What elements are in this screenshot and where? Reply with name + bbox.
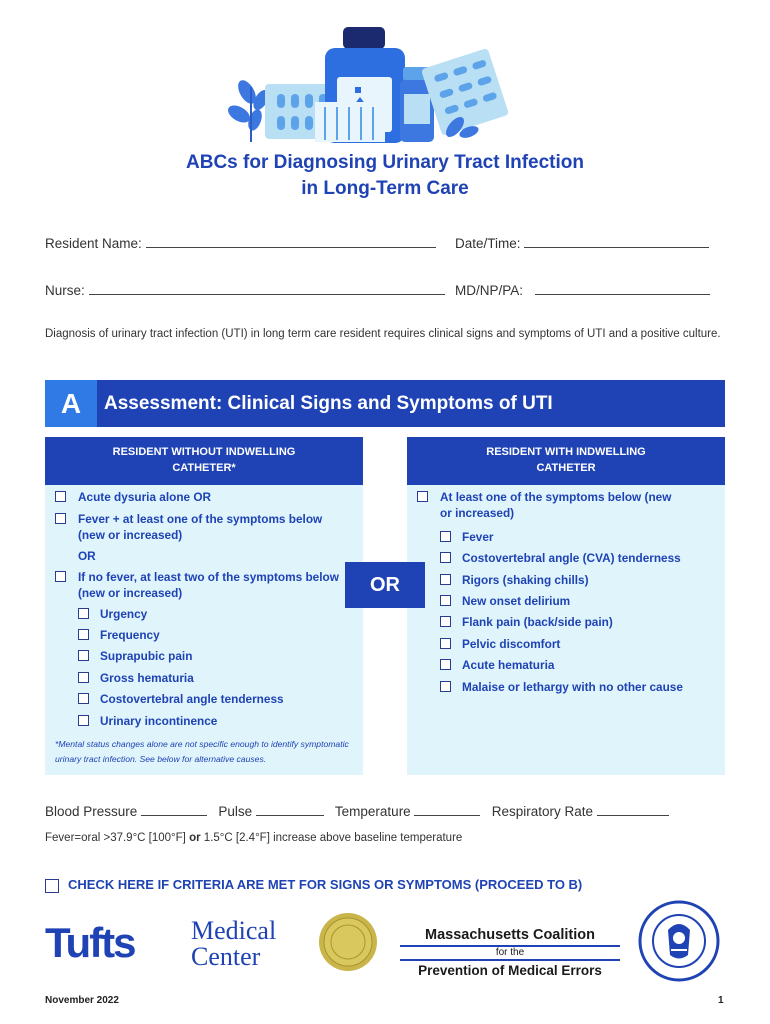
checkbox-acute-dysuria[interactable]: [55, 491, 66, 502]
coalition-line1: Massachusetts Coalition: [424, 927, 595, 943]
nurse-row: [45, 282, 445, 298]
md-np-pa-row: [455, 282, 710, 298]
checkbox-fever-plus[interactable]: [55, 513, 66, 524]
pulse-field[interactable]: [256, 803, 324, 816]
fever-def-part1: Fever=oral >37.9°C [100°F]: [45, 832, 186, 844]
fever-definition: [45, 832, 462, 844]
date-time-label: Date/Time:: [455, 236, 521, 251]
checkbox-urgency[interactable]: [78, 608, 89, 619]
item-urinary-incontinence: Urinary incontinence: [100, 714, 218, 728]
date-time-row: [455, 235, 709, 251]
checkbox-rigors[interactable]: [440, 574, 451, 585]
checkbox-fever[interactable]: [440, 531, 451, 542]
md-np-pa-field[interactable]: [535, 282, 710, 295]
checkbox-gross-hematuria[interactable]: [78, 672, 89, 683]
public-health-seal: [638, 900, 720, 982]
pulse-label: Pulse: [218, 804, 253, 819]
checkbox-malaise[interactable]: [440, 681, 451, 692]
center-wordmark: Center: [191, 942, 261, 971]
resident-name-label: Resident Name:: [45, 236, 142, 251]
checkbox-pelvic-discomfort[interactable]: [440, 638, 451, 649]
item-cva: Costovertebral angle (CVA) tenderness: [462, 551, 681, 565]
checkbox-delirium[interactable]: [440, 595, 451, 606]
item-or-text: OR: [78, 549, 96, 563]
item-delirium: New onset delirium: [462, 594, 571, 608]
right-column-heading: [407, 437, 725, 485]
checkbox-urinary-incontinence[interactable]: [78, 715, 89, 726]
checkbox-at-least-one[interactable]: [417, 491, 428, 502]
page-number: 1: [718, 995, 724, 1006]
blood-pressure-label: Blood Pressure: [45, 804, 138, 819]
vitals-row: [45, 803, 669, 819]
item-suprapubic-pain: Suprapubic pain: [100, 649, 193, 663]
footer-date: November 2022: [45, 995, 119, 1006]
medical-wordmark: Medical: [191, 916, 277, 945]
item-acute-dysuria: Acute dysuria alone OR: [78, 490, 212, 504]
checkbox-acute-hematuria[interactable]: [440, 659, 451, 670]
section-a-letter: A: [45, 380, 97, 427]
header-illustration: [225, 22, 545, 147]
item-malaise: Malaise or lethargy with no other cause: [462, 680, 683, 694]
coalition-line2: for the: [400, 945, 620, 961]
respiratory-rate-label: Respiratory Rate: [491, 804, 594, 819]
checkbox-no-fever[interactable]: [55, 571, 66, 582]
item-no-fever: If no fever, at least two of the symptoms below (new or increased): [78, 570, 339, 600]
item-gross-hematuria: Gross hematuria: [100, 671, 194, 685]
checkbox-criteria-met[interactable]: [45, 879, 59, 893]
tufts-wordmark: Tufts: [45, 919, 135, 966]
page-title-line1: ABCs for Diagnosing Urinary Tract Infection: [186, 152, 584, 173]
nurse-field[interactable]: [89, 282, 445, 295]
coalition-line3: Prevention of Medical Errors: [418, 963, 602, 978]
item-acute-hematuria: Acute hematuria: [462, 658, 555, 672]
checkbox-frequency[interactable]: [78, 629, 89, 640]
page-title-line2: in Long-Term Care: [301, 178, 469, 199]
temperature-field[interactable]: [414, 803, 480, 816]
item-pelvic-discomfort: Pelvic discomfort: [462, 637, 561, 651]
right-heading-text: RESIDENT WITH INDWELLING CATHETER: [486, 446, 646, 474]
date-time-field[interactable]: [524, 235, 709, 248]
item-at-least-one: At least one of the symptoms below (new or increased): [440, 490, 672, 520]
item-rigors: Rigors (shaking chills): [462, 573, 589, 587]
or-divider: OR: [345, 562, 425, 608]
temperature-label: Temperature: [334, 804, 411, 819]
intro-text: Diagnosis of urinary tract infection (UTI) in long term care resident requires clinical signs and symptoms of UTI and a positive culture.: [45, 328, 721, 340]
left-column-heading: [45, 437, 363, 485]
md-np-pa-label: MD/NP/PA:: [455, 283, 524, 298]
nurse-label: Nurse:: [45, 283, 85, 298]
fever-def-part2: 1.5°C [2.4°F] increase above baseline temperature: [203, 832, 463, 844]
item-frequency: Frequency: [100, 628, 160, 642]
fever-def-or: or: [189, 832, 201, 844]
checkbox-cva[interactable]: [440, 552, 451, 563]
item-fever: Fever: [462, 530, 494, 544]
checkbox-flank-pain[interactable]: [440, 616, 451, 627]
item-fever-plus: Fever + at least one of the symptoms below (new or increased): [78, 512, 323, 542]
coalition-logo: [400, 926, 620, 980]
resident-name-row: [45, 235, 436, 251]
checkbox-cva-tenderness[interactable]: [78, 693, 89, 704]
criteria-met-label: CHECK HERE IF CRITERIA ARE MET FOR SIGNS OR SYMPTOMS (PROCEED TO B): [68, 877, 583, 892]
left-heading-text: RESIDENT WITHOUT INDWELLING CATHETER*: [112, 446, 296, 474]
resident-name-field[interactable]: [146, 235, 436, 248]
mental-status-note: *Mental status changes alone are not specific enough to identify symptomatic urinary tract infection. See below for alternative causes.: [55, 739, 349, 764]
item-urgency: Urgency: [100, 607, 148, 621]
respiratory-rate-field[interactable]: [597, 803, 669, 816]
blood-pressure-field[interactable]: [141, 803, 207, 816]
section-a-title: Assessment: Clinical Signs and Symptoms of UTI: [104, 393, 553, 414]
item-flank-pain: Flank pain (back/side pain): [462, 615, 613, 629]
right-column-panel: [407, 485, 725, 775]
gold-seal-logo: [318, 912, 378, 972]
item-cva-tenderness: Costovertebral angle tenderness: [100, 692, 284, 706]
checkbox-suprapubic-pain[interactable]: [78, 650, 89, 661]
